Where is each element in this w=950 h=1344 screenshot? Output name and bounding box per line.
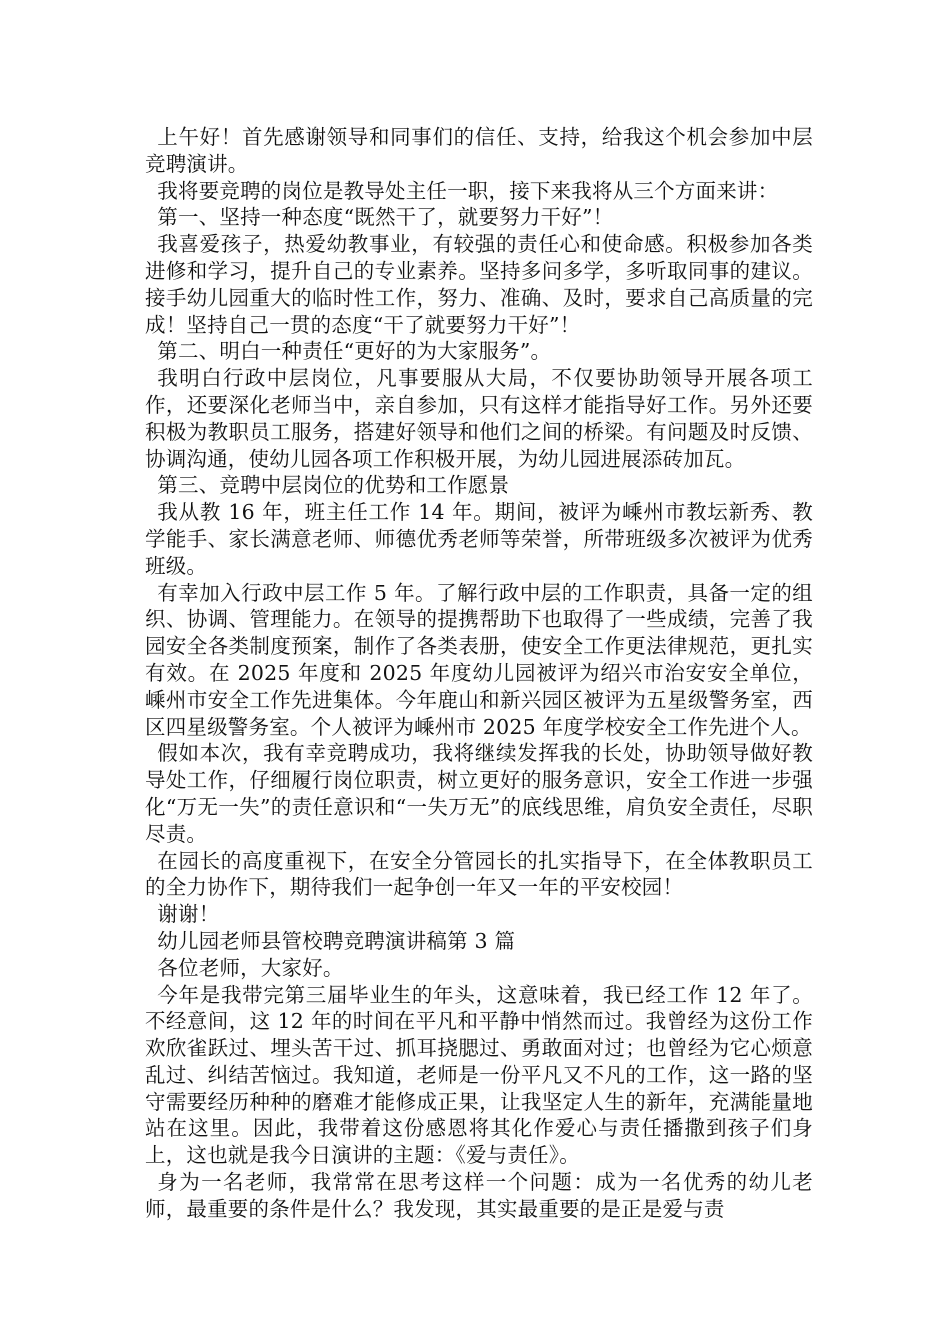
paragraph-point-two: 我明白行政中层岗位，凡事要服从大局，不仅要协助领导开展各项工作，还要深化老师当中，亲自参加，只有这样才能指导好工作。另外还要积极为教职员工服务，搭建好领导和他们之间的桥梁。有问题及时反馈、协调沟通，使幼儿园各项工作积极开展，为幼儿园进展添砖加瓦。: [145, 366, 813, 471]
paragraph-experience: 我从教 16 年，班主任工作 14 年。期间，被评为嵊州市教坛新秀、教学能手、家长满意老师、师德优秀老师等荣誉，所带班级多次被评为优秀班级。: [145, 500, 813, 578]
paragraph-vision: 假如本次，我有幸竞聘成功，我将继续发挥我的长处，协助领导做好教导处工作，仔细履行岗位职责，树立更好的服务意识，安全工作进一步强化“万无一失”的责任意识和“一失万无”的底线思维，肩负安全责任，尽职尽责。: [145, 741, 813, 846]
document-body: [145, 124, 813, 1223]
paragraph-closing: 在园长的高度重视下，在安全分管园长的扎实指导下，在全体教职员工的全力协作下，期待我们一起争创一年又一年的平安校园！: [145, 848, 813, 900]
paragraph-salutation: 各位老师，大家好。: [157, 955, 344, 980]
paragraph-twelve-years: 今年是我带完第三届毕业生的年头，这意味着，我已经工作 12 年了。 不经意间，这 12 年的时间在平凡和平静中悄然而过。我曾经为这份工作欢欣雀跃过、埋头苦干过、抓耳挠腮过、勇敢面对过；也曾经为它心烦意乱过、纠结苦恼过。我知道，老师是一份平凡又不凡的工作，这一路的坚守需要经历种种的磨难才能修成正果，让我坚定人生的新年，充满能量地站在这里。因此，我带着这份感恩将其化作爱心与责任播撒到孩子们身上，这也就是我今日演讲的主题：《爱与责任》。: [145, 982, 813, 1168]
heading-point-two: 第二、明白一种责任“更好的为大家服务”。: [157, 339, 552, 364]
heading-point-three: 第三、竞聘中层岗位的优势和工作愿景: [157, 473, 510, 498]
section-title: 幼儿园老师县管校聘竞聘演讲稿第 3 篇: [157, 928, 516, 953]
heading-point-one: 第一、坚持一种态度“既然干了，就要努力干好”！: [157, 205, 614, 230]
paragraph-achievements: 有幸加入行政中层工作 5 年。了解行政中层的工作职责，具备一定的组织、协调、管理能力。在领导的提携帮助下也取得了一些成绩，完善了我园安全各类制度预案，制作了各类表册，使安全工作更法律规范，更扎实有效。在 2025 年度和 2025 年度幼儿园被评为绍兴市治安安全单位，嵊州市安全工作先进集体。今年鹿山和新兴园区被评为五星级警务室，西区四星级警务室。个人被评为嵊州市 2025 年度学校安全工作先进个人。: [145, 580, 813, 739]
paragraph-thanks: 谢谢！: [157, 902, 220, 927]
paragraph-greeting: 上午好！首先感谢领导和同事们的信任、支持，给我这个机会参加中层竞聘演讲。: [145, 125, 813, 176]
paragraph-point-one: 我喜爱孩子，热爱幼教事业，有较强的责任心和使命感。积极参加各类进修和学习，提升自己的专业素养。坚持多问多学，多听取同事的建议。接手幼儿园重大的临时性工作，努力、准确、及时，要求自己高质量的完成！坚持自己一贯的态度“干了就要努力干好”！: [145, 232, 813, 337]
paragraph-love-responsibility: 身为一名老师，我常常在思考这样一个问题：成为一名优秀的幼儿老师，最重要的条件是什么？我发现，其实最重要的是正是爱与责: [145, 1170, 813, 1221]
paragraph-position: 我将要竞聘的岗位是教导处主任一职，接下来我将从三个方面来讲：: [157, 178, 779, 203]
